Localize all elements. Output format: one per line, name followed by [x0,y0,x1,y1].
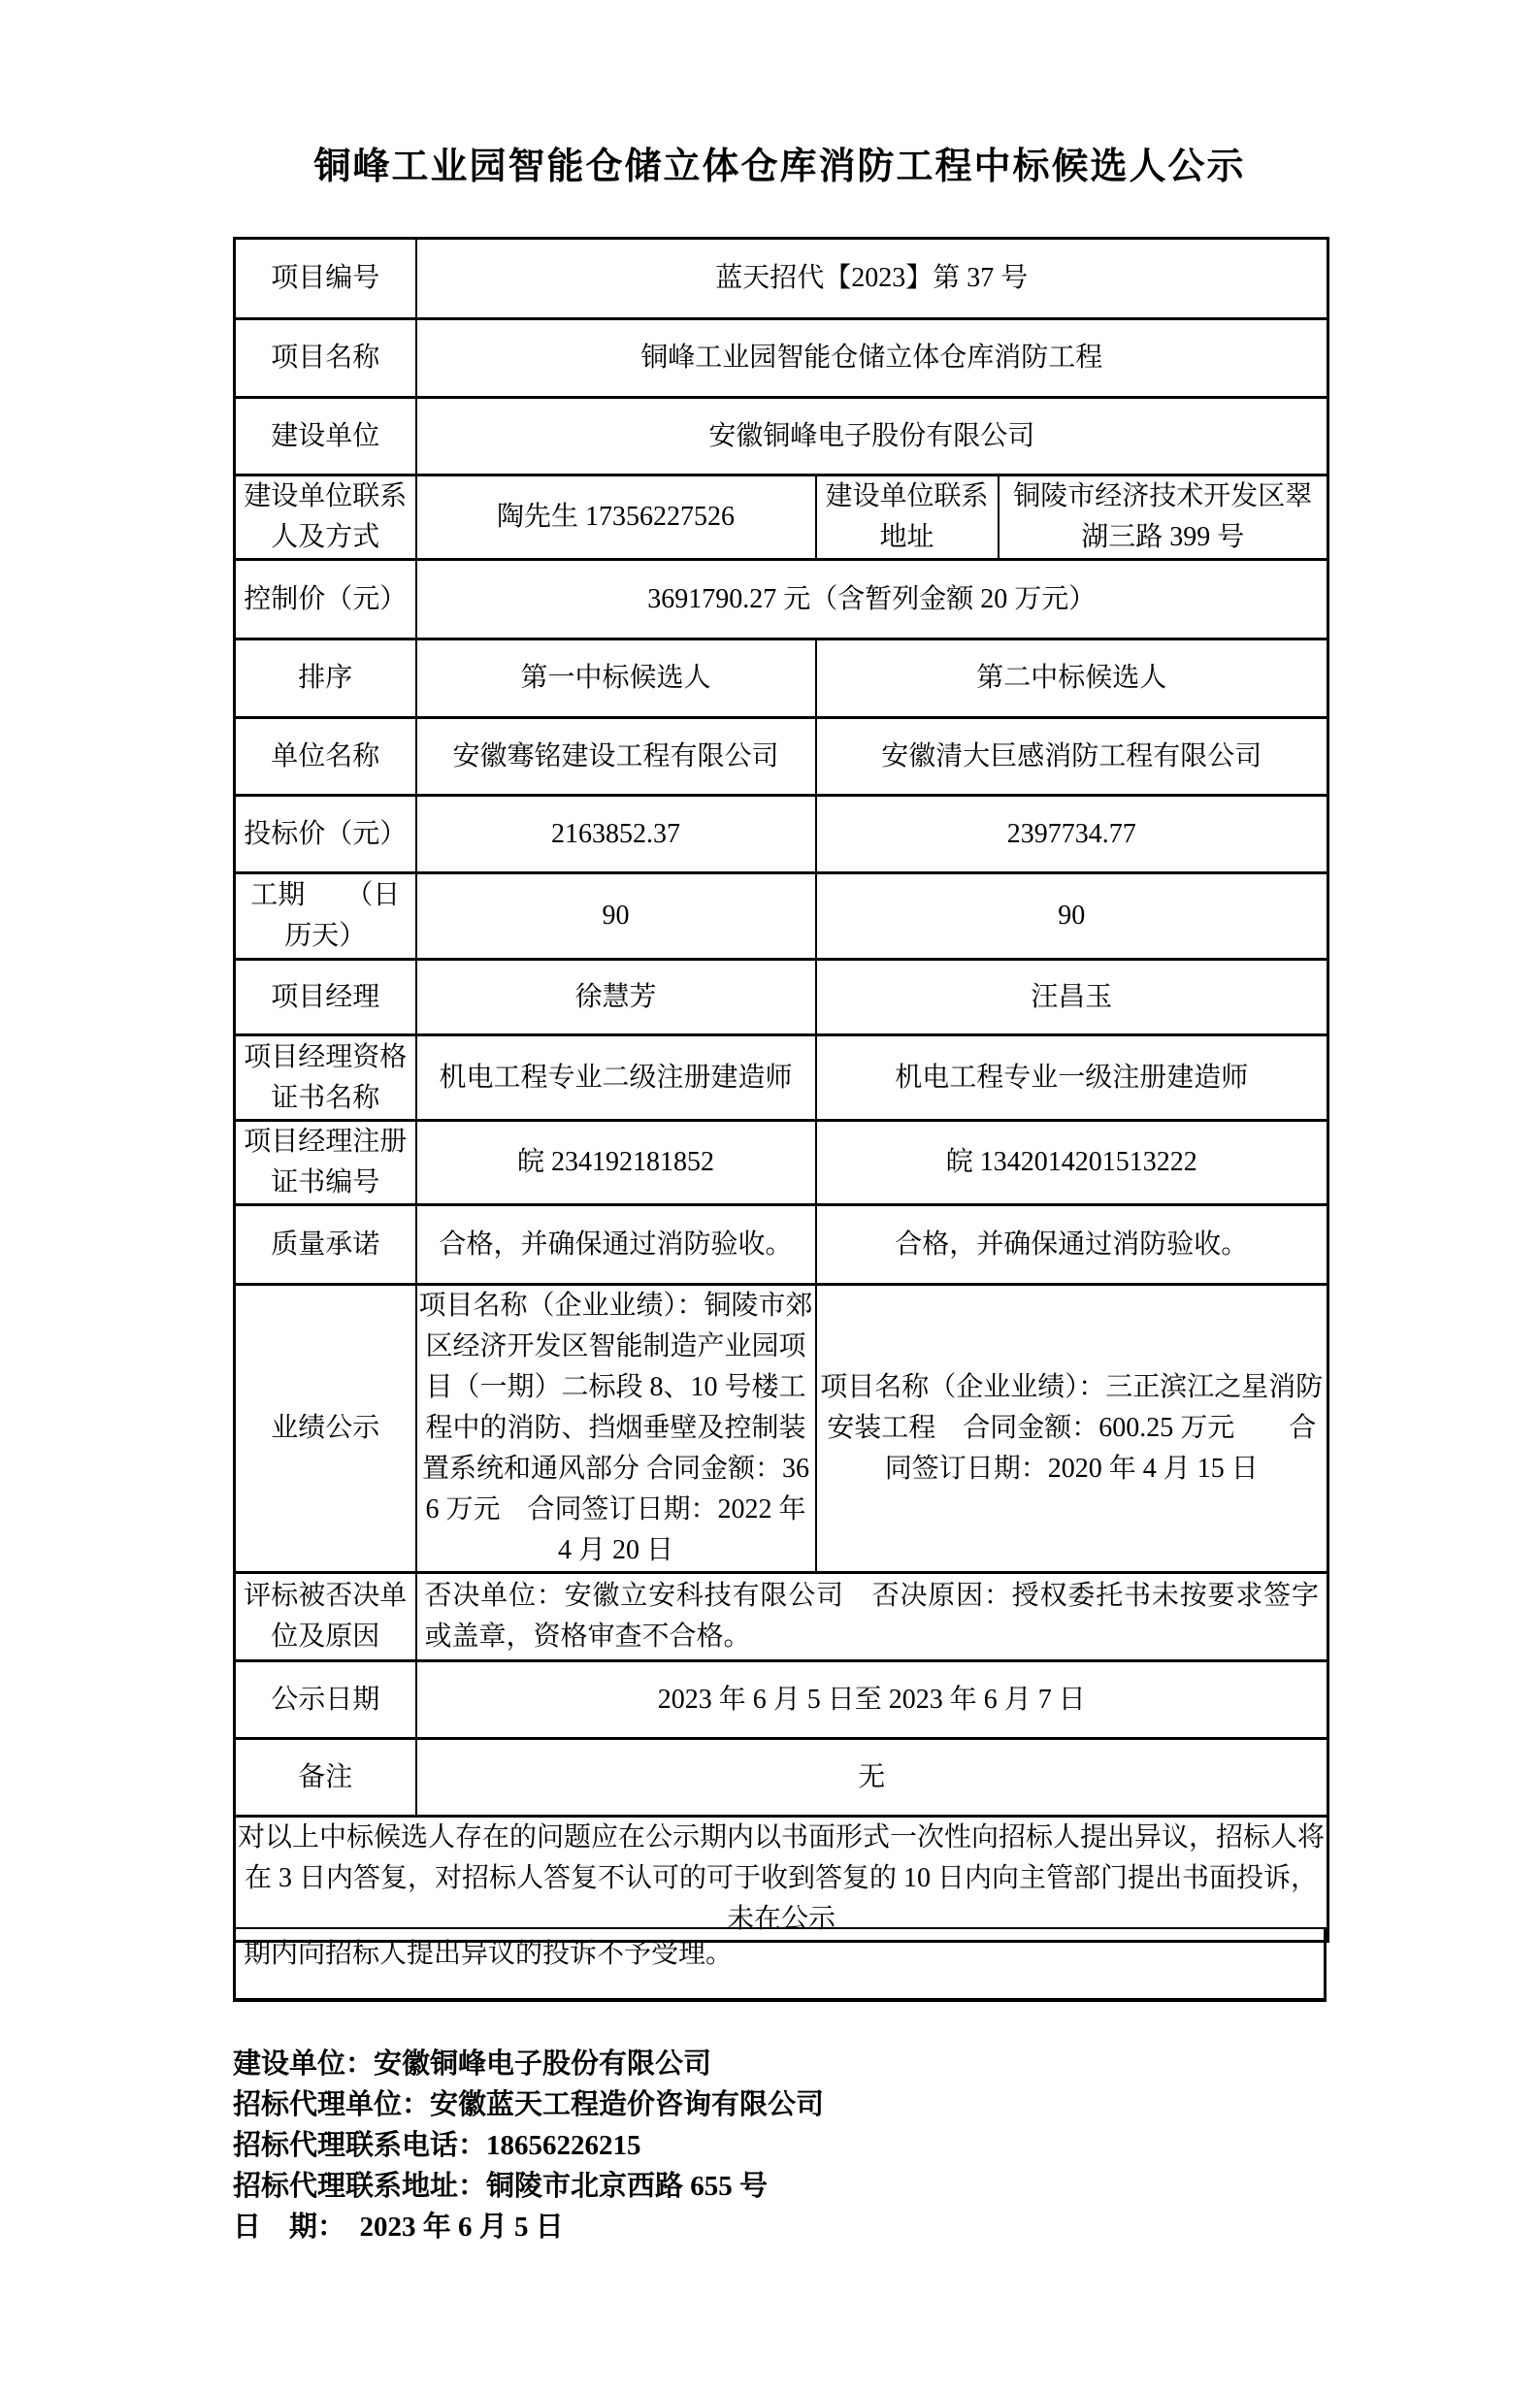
table-row [235,1817,1328,1942]
table-row [235,1205,1328,1285]
project-name-label: 项目名称 [235,319,416,398]
duration-first-value: 90 [416,873,816,960]
pm-certificate-label: 项目经理资格证书名称 [235,1035,416,1121]
table-row [235,239,1328,319]
pm-certificate-number-first-value: 皖 234192181852 [416,1121,816,1205]
project-name-value: 铜峰工业园智能仓储立体仓库消防工程 [416,319,1328,398]
owner-contact-value: 陶先生 17356227526 [416,475,816,560]
rank-first-value: 第一中标候选人 [416,639,816,718]
table-row [235,475,1328,560]
table-row [235,1121,1328,1205]
project-manager-second-value: 汪昌玉 [816,960,1328,1035]
signature-block [233,2044,1327,2247]
table-row [235,718,1328,796]
rejected-bidder-label: 评标被否决单位及原因 [235,1573,416,1661]
table-row [235,398,1328,475]
project-number-label: 项目编号 [235,239,416,319]
objection-note: 对以上中标候选人存在的问题应在公示期内以书面形式一次性向招标人提出异议，招标人将在 3 日内答复，对招标人答复不认可的可于收到答复的 10 日内向主管部门提出书面投诉，未在公示 [235,1817,1328,1942]
rank-second-value: 第二中标候选人 [816,639,1328,718]
table-row [235,960,1328,1035]
quality-promise-first-value: 合格，并确保通过消防验收。 [416,1205,816,1285]
table-row [235,1285,1328,1573]
company-second-value: 安徽清大巨感消防工程有限公司 [816,718,1328,796]
footer-agency-line: 招标代理单位：安徽蓝天工程造价咨询有限公司 [233,2089,825,2120]
table-row [235,1035,1328,1121]
publicity-date-label: 公示日期 [235,1661,416,1739]
performance-first-value: 项目名称（企业业绩）：铜陵市郊区经济开发区智能制造产业园项目（一期）二标段 8、10 号楼工程中的消防、挡烟垂壁及控制装置系统和通风部分 合同金额：366 万元 合同签订日期：2022 年 4 月 20 日 [416,1285,816,1573]
owner-contact-label: 建设单位联系人及方式 [235,475,416,560]
pm-certificate-first-value: 机电工程专业二级注册建造师 [416,1035,816,1121]
table-row [235,873,1328,960]
company-label: 单位名称 [235,718,416,796]
quality-promise-label: 质量承诺 [235,1205,416,1285]
performance-label: 业绩公示 [235,1285,416,1573]
rank-label: 排序 [235,639,416,718]
table-row [235,639,1328,718]
table-row [235,1573,1328,1661]
remark-value: 无 [416,1739,1328,1817]
company-first-value: 安徽骞铭建设工程有限公司 [416,718,816,796]
footer-date-line: 日 期： 2023 年 6 月 5 日 [233,2212,564,2243]
page-title: 铜峰工业园智能仓储立体仓库消防工程中标候选人公示 [313,147,1246,187]
project-manager-first-value: 徐慧芳 [416,960,816,1035]
bid-price-label: 投标价（元） [235,796,416,873]
pm-certificate-number-label: 项目经理注册证书编号 [235,1121,416,1205]
duration-second-value: 90 [816,873,1328,960]
project-manager-label: 项目经理 [235,960,416,1035]
table-row [235,560,1328,639]
publicity-date-value: 2023 年 6 月 5 日至 2023 年 6 月 7 日 [416,1661,1328,1739]
owner-label: 建设单位 [235,398,416,475]
rejected-bidder-value: 否决单位：安徽立安科技有限公司 否决原因：授权委托书未按要求签字或盖章，资格审查不合格。 [416,1573,1328,1661]
table-row [235,1739,1328,1817]
owner-address-value: 铜陵市经济技术开发区翠湖三路 399 号 [999,475,1328,560]
owner-value: 安徽铜峰电子股份有限公司 [416,398,1328,475]
objection-note-continuation-text: 期内向招标人提出异议的投诉不予受理。 [244,1939,734,1969]
project-number-value: 蓝天招代【2023】第 37 号 [416,239,1328,319]
table-row [235,1661,1328,1739]
footer-agency-phone-line: 招标代理联系电话：18656226215 [233,2130,641,2161]
table-row [235,796,1328,873]
bid-announcement-table [233,237,1329,1943]
footer-agency-address-line: 招标代理联系地址：铜陵市北京西路 655 号 [233,2171,769,2202]
quality-promise-second-value: 合格，并确保通过消防验收。 [816,1205,1328,1285]
performance-second-value: 项目名称（企业业绩）：三正滨江之星消防安装工程 合同金额：600.25 万元 合同签订日期：2020 年 4 月 15 日 [816,1285,1328,1573]
bid-price-first-value: 2163852.37 [416,796,816,873]
remark-label: 备注 [235,1739,416,1817]
control-price-value: 3691790.27 元（含暂列金额 20 万元） [416,560,1328,639]
bid-price-second-value: 2397734.77 [816,796,1328,873]
owner-address-label: 建设单位联系地址 [816,475,999,560]
control-price-label: 控制价（元） [235,560,416,639]
footer-owner-line: 建设单位：安徽铜峰电子股份有限公司 [233,2049,712,2080]
pm-certificate-number-second-value: 皖 1342014201513222 [816,1121,1328,1205]
duration-label: 工期 （日历天） [235,873,416,960]
table-row [235,319,1328,398]
pm-certificate-second-value: 机电工程专业一级注册建造师 [816,1035,1328,1121]
objection-note-continuation-box [233,1927,1327,2002]
